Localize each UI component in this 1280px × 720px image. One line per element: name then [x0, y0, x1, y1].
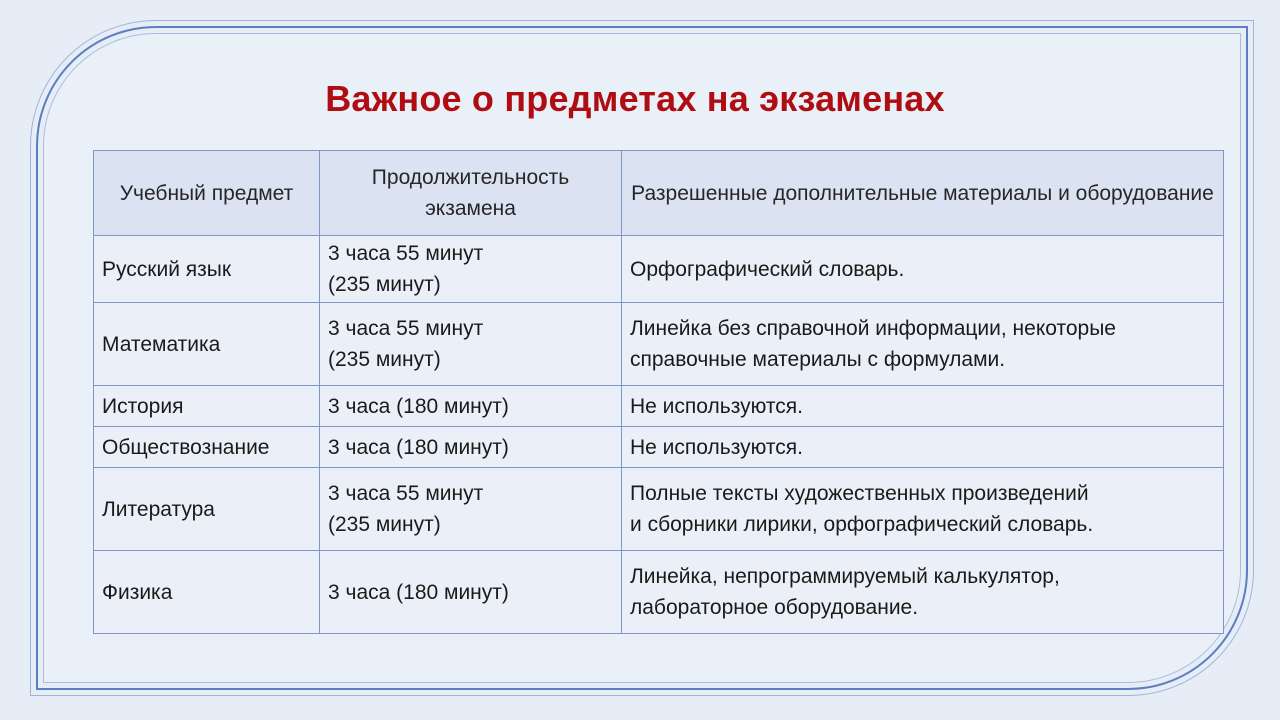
subject-cell: Обществознание — [94, 427, 320, 468]
duration-line: 3 часа (180 минут) — [328, 435, 509, 459]
slide-title: Важное о предметах на экзаменах — [325, 78, 945, 119]
table-row — [94, 236, 1224, 303]
materials-line: справочные материалы с формулами. — [630, 348, 1006, 371]
table-row — [94, 427, 1224, 468]
table-row — [94, 551, 1224, 634]
header-line: Продолжительность — [371, 166, 570, 189]
materials-line: Не используются. — [630, 435, 803, 459]
materials-cell — [622, 303, 1224, 386]
header-line: Разрешенные дополнительные — [631, 181, 938, 205]
duration-line: (235 минут) — [328, 348, 441, 371]
duration-cell — [320, 551, 622, 634]
subject-cell: Русский язык — [94, 236, 320, 303]
duration-line: 3 часа 55 минут — [328, 242, 484, 265]
materials-cell — [622, 386, 1224, 427]
materials-line: Полные тексты художественных произведений — [630, 482, 1089, 505]
subject-cell: Математика — [94, 303, 320, 386]
table-row — [94, 303, 1224, 386]
duration-line: 3 часа 55 минут — [328, 482, 484, 505]
header-duration — [320, 151, 622, 236]
duration-cell — [320, 386, 622, 427]
duration-line: 3 часа 55 минут — [328, 317, 484, 340]
duration-cell — [320, 236, 622, 303]
duration-cell — [320, 468, 622, 551]
duration-line: 3 часа (180 минут) — [328, 580, 509, 604]
duration-line: (235 минут) — [328, 513, 441, 536]
duration-cell — [320, 427, 622, 468]
header-line: материалы и оборудование — [943, 181, 1214, 205]
subject-cell: Физика — [94, 551, 320, 634]
duration-cell — [320, 303, 622, 386]
table-header-row — [94, 151, 1224, 236]
materials-line: лабораторное оборудование. — [630, 596, 919, 619]
materials-cell — [622, 427, 1224, 468]
table-row — [94, 386, 1224, 427]
subject-cell: История — [94, 386, 320, 427]
header-subject — [94, 151, 320, 236]
materials-line: Линейка, непрограммируемый калькулятор, — [630, 565, 1060, 588]
table-row — [94, 468, 1224, 551]
materials-cell — [622, 236, 1224, 303]
materials-cell — [622, 551, 1224, 634]
duration-line: (235 минут) — [328, 273, 441, 296]
duration-line: 3 часа (180 минут) — [328, 394, 509, 418]
materials-line: Орфографический словарь. — [630, 257, 905, 281]
materials-cell — [622, 468, 1224, 551]
header-materials — [622, 151, 1224, 236]
materials-line: Линейка без справочной информации, некоторые — [630, 317, 1116, 340]
header-line: экзамена — [425, 197, 516, 220]
materials-line: Не используются. — [630, 394, 803, 418]
header-line: Учебный предмет — [119, 181, 294, 205]
materials-line: и сборники лирики, орфографический словарь. — [630, 513, 1094, 536]
exam-subjects-table — [93, 150, 1224, 634]
subject-cell: Литература — [94, 468, 320, 551]
